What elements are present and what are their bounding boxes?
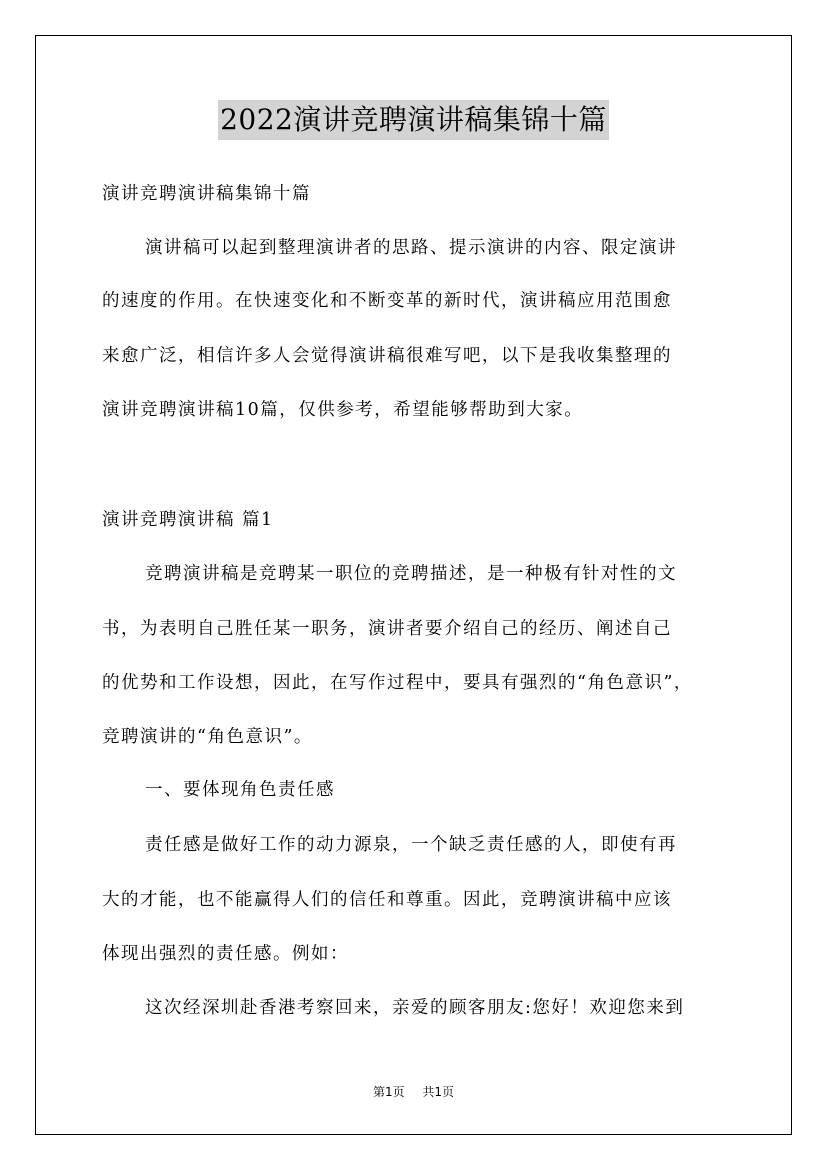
title-container (0, 100, 827, 140)
paragraph-line: 竞聘演讲的“角色意识”。 (102, 727, 313, 747)
paragraph-line: 的优势和工作设想，因此，在写作过程中，要具有强烈的“角色意识”， (102, 673, 693, 693)
paragraph-line: 演讲竞聘演讲稿10篇，仅供参考，希望能够帮助到大家。 (102, 400, 584, 420)
page-total: 共1页 (422, 1085, 455, 1099)
paragraph-line: 书，为表明自己胜任某一职务，演讲者要介绍自己的经历、阐述自己 (102, 619, 672, 639)
subtitle-line: 演讲竞聘演讲稿集锦十篇 (102, 184, 311, 204)
paragraph-line: 责任感是做好工作的动力源泉，一个缺乏责任感的人，即使有再 (145, 835, 677, 855)
paragraph-line: 的速度的作用。在快速变化和不断变革的新时代，演讲稿应用范围愈 (102, 291, 672, 311)
paragraph-line: 来愈广泛，相信许多人会觉得演讲稿很难写吧，以下是我收集整理的 (102, 346, 672, 366)
paragraph-line: 这次经深圳赴香港考察回来，亲爱的顾客朋友:您好！欢迎您来到 (145, 998, 685, 1018)
paragraph-line: 体现出强烈的责任感。例如： (102, 944, 349, 964)
section-heading: 演讲竞聘演讲稿 篇1 (102, 510, 274, 530)
page-number: 第1页 (372, 1085, 405, 1099)
paragraph-line: 演讲稿可以起到整理演讲者的思路、提示演讲的内容、限定演讲 (145, 238, 677, 258)
paragraph-line: 竞聘演讲稿是竞聘某一职位的竞聘描述，是一种极有针对性的文 (145, 564, 677, 584)
paragraph-line: 大的才能，也不能赢得人们的信任和尊重。因此，竞聘演讲稿中应该 (102, 890, 672, 910)
page-footer (0, 1083, 827, 1100)
subheading-line: 一、要体现角色责任感 (145, 780, 335, 800)
document-title: 2022演讲竞聘演讲稿集锦十篇 (218, 100, 609, 140)
